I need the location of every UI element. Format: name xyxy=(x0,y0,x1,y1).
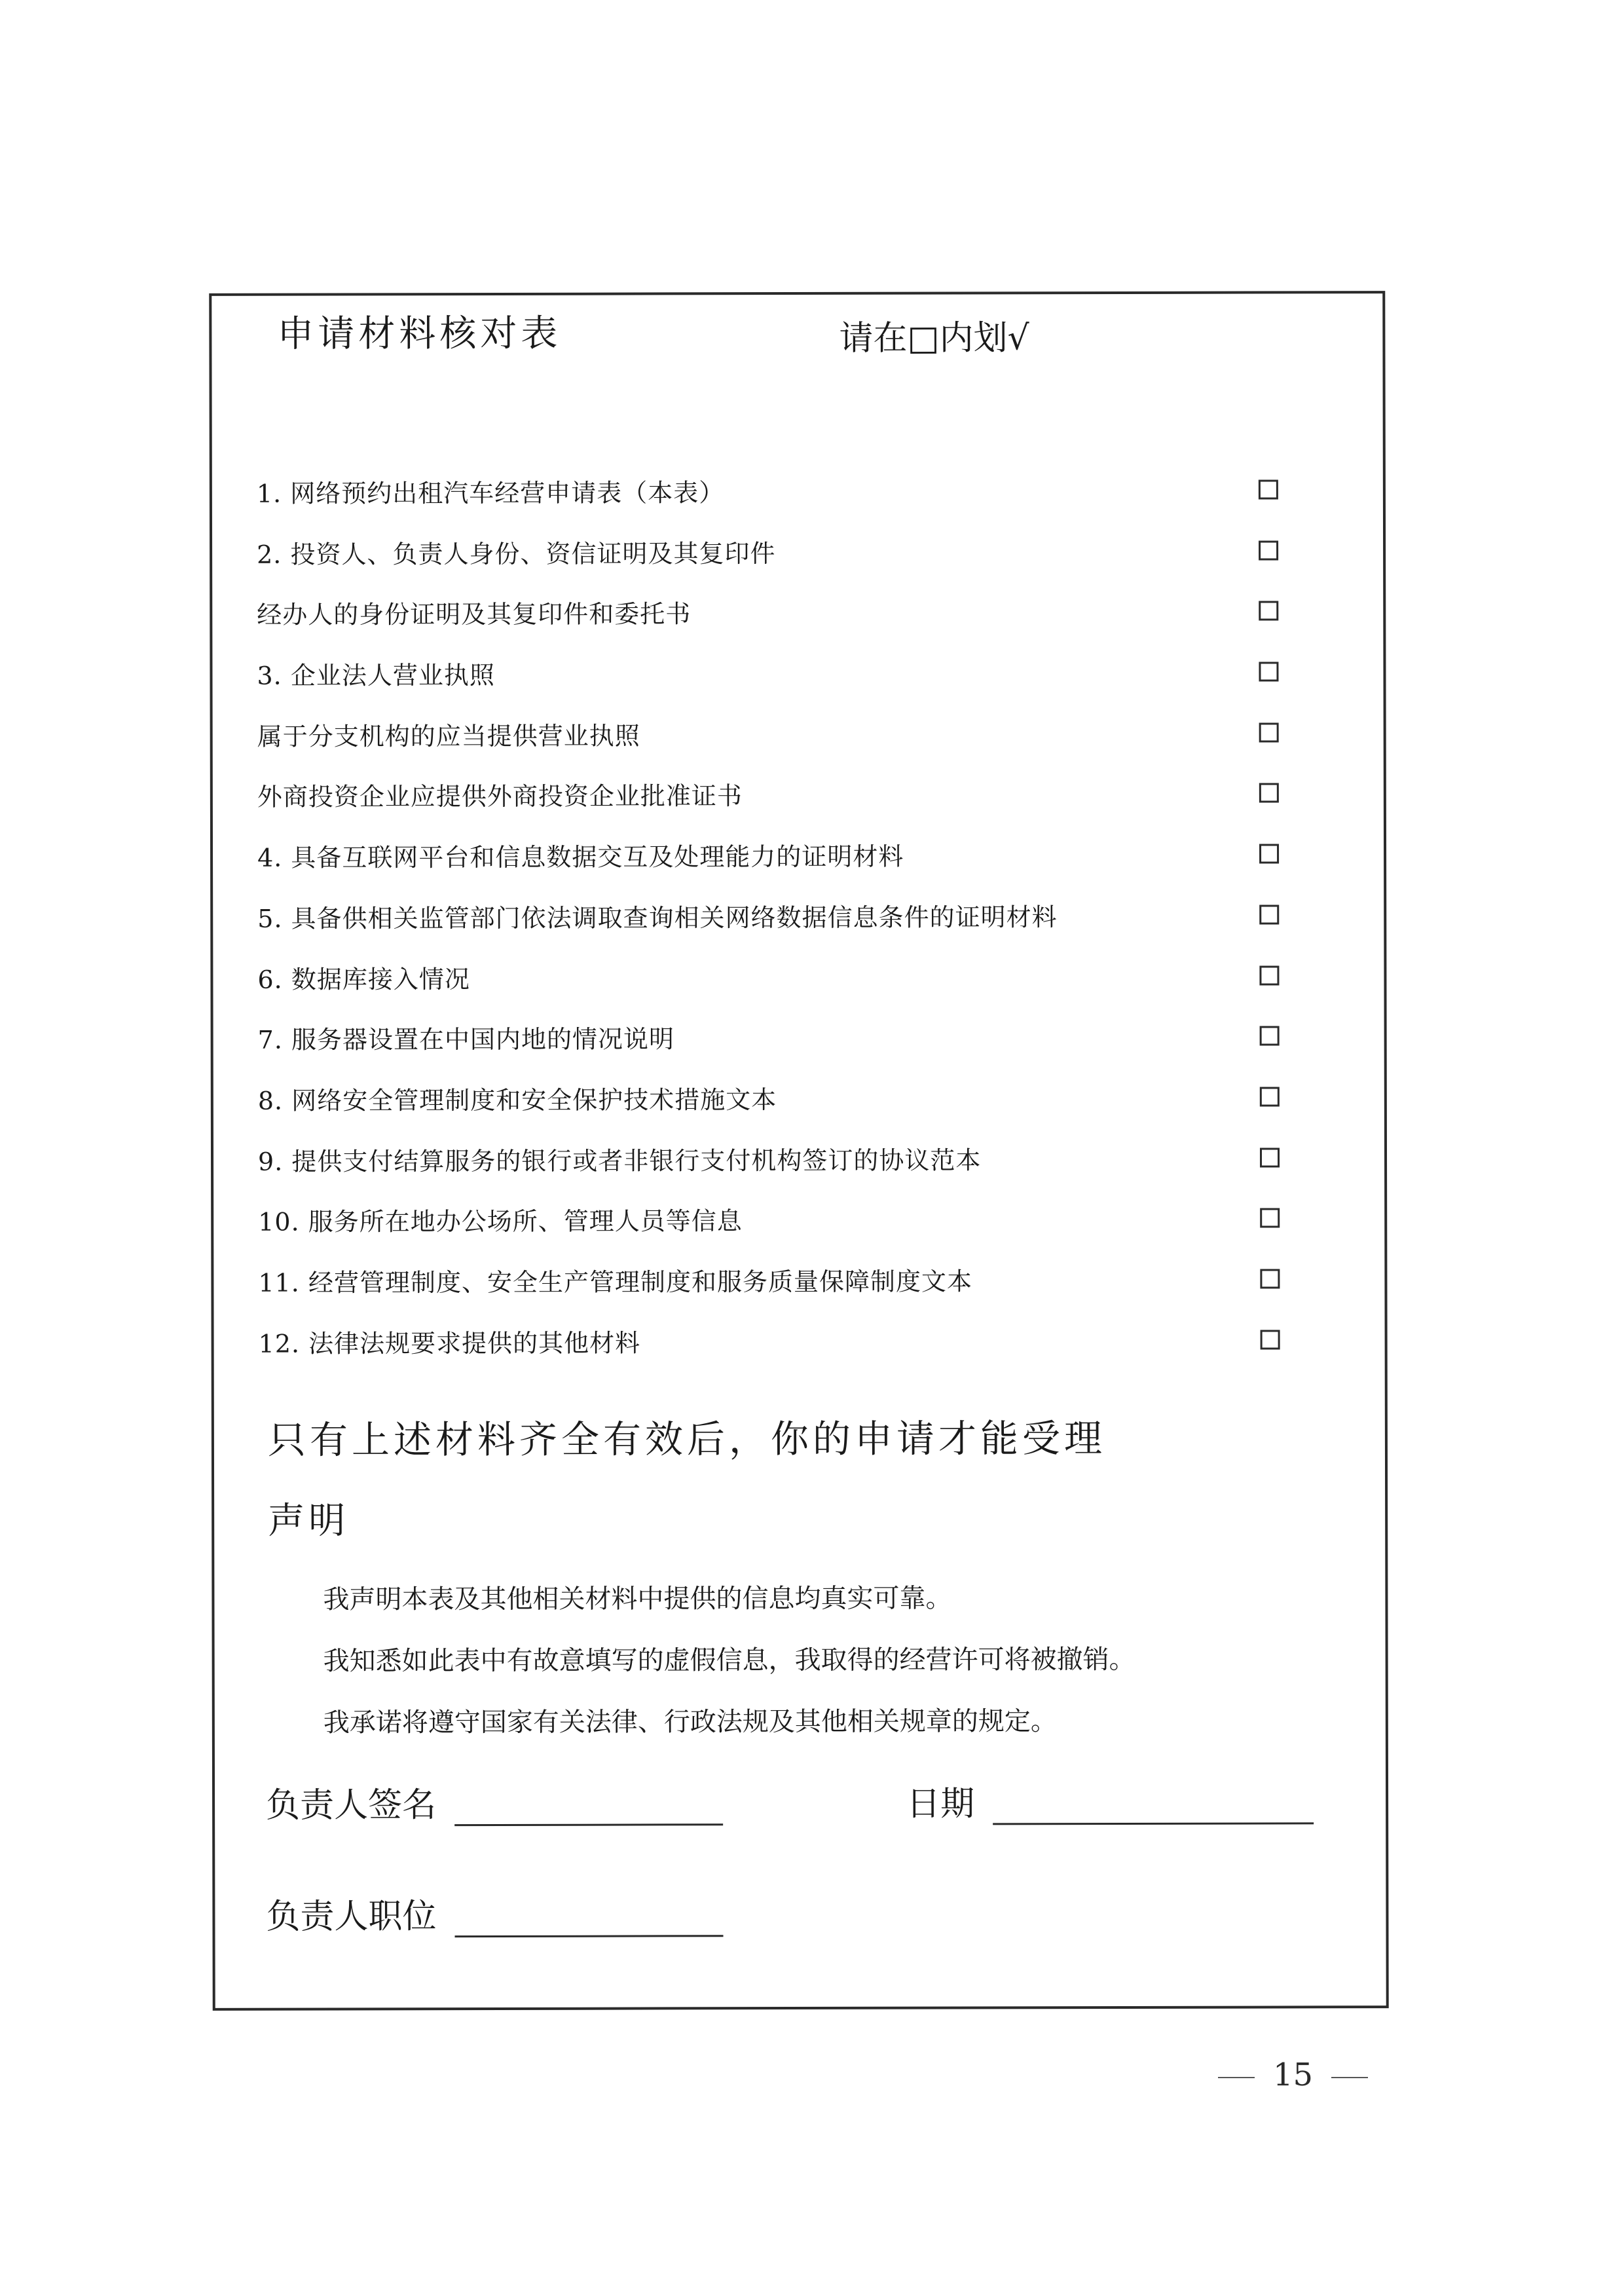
signer-label: 负责人签名 xyxy=(266,1785,437,1825)
checklist-item xyxy=(257,947,1357,1010)
checklist-item-label: 1. 网络预约出租汽车经营申请表（本表） xyxy=(256,478,725,508)
signer-signature-field[interactable] xyxy=(454,1791,723,1826)
checklist-item xyxy=(257,825,1357,888)
signer-row xyxy=(266,1776,723,1826)
declaration-line: 我知悉如此表中有故意填写的虚假信息，我取得的经营许可将被撤销。 xyxy=(323,1644,1135,1677)
checklist-checkbox[interactable] xyxy=(1260,1026,1280,1046)
checklist-checkbox[interactable] xyxy=(1260,1208,1280,1228)
date-row xyxy=(906,1775,1314,1825)
checklist-checkbox[interactable] xyxy=(1259,479,1278,499)
checklist-item-label: 11. 经营管理制度、安全生产管理制度和服务质量保障制度文本 xyxy=(258,1267,972,1297)
checklist-item xyxy=(257,704,1357,767)
checklist-item xyxy=(259,1311,1359,1374)
checklist-item-label: 经办人的身份证明及其复印件和委托书 xyxy=(257,599,692,630)
checklist-item xyxy=(258,1007,1358,1070)
materials-checklist xyxy=(257,461,1359,1374)
checklist-item-label: 3. 企业法人营业执照 xyxy=(257,661,495,690)
page-number-footer xyxy=(1200,2057,1386,2093)
checklist-item xyxy=(257,643,1357,706)
checklist-checkbox[interactable] xyxy=(1259,965,1279,985)
checklist-item xyxy=(257,886,1357,949)
checklist-item-label: 属于分支机构的应当提供营业执照 xyxy=(257,721,640,751)
checklist-checkbox[interactable] xyxy=(1259,844,1279,864)
checklist-checkbox[interactable] xyxy=(1259,540,1278,560)
form-title: 申请材料核对表 xyxy=(277,312,562,356)
checklist-item-label: 4. 具备互联网平台和信息数据交互及处理能力的证明材料 xyxy=(257,842,904,872)
checklist-item xyxy=(257,765,1357,828)
dash-right xyxy=(1331,2077,1368,2078)
checklist-checkbox[interactable] xyxy=(1260,1087,1280,1106)
date-field[interactable] xyxy=(993,1789,1314,1825)
checklist-checkbox[interactable] xyxy=(1260,1148,1280,1167)
checklist-checkbox[interactable] xyxy=(1259,905,1279,924)
dash-left xyxy=(1218,2077,1255,2078)
checklist-checkbox[interactable] xyxy=(1259,662,1278,682)
checklist-checkbox[interactable] xyxy=(1259,722,1279,742)
position-field[interactable] xyxy=(454,1902,723,1937)
checklist-checkbox[interactable] xyxy=(1259,601,1278,621)
checklist-item-label: 8. 网络安全管理制度和安全保护技术措施文本 xyxy=(257,1085,777,1115)
position-label: 负责人职位 xyxy=(266,1897,437,1937)
checklist-item xyxy=(257,522,1357,585)
completeness-notice: 只有上述材料齐全有效后，你的申请才能受理 xyxy=(267,1416,1107,1463)
declaration-line: 我承诺将遵守国家有关法律、行政法规及其他相关规章的规定。 xyxy=(323,1706,1057,1738)
checklist-item xyxy=(257,461,1357,524)
checklist-item-label: 6. 数据库接入情况 xyxy=(257,964,470,994)
checklist-checkbox[interactable] xyxy=(1259,783,1279,803)
date-label: 日期 xyxy=(906,1784,975,1824)
page-number: 15 xyxy=(1273,2057,1314,2093)
checklist-item xyxy=(258,1250,1358,1313)
declaration-line: 我声明本表及其他相关材料中提供的信息均真实可靠。 xyxy=(323,1583,952,1615)
checklist-item-label: 7. 服务器设置在中国内地的情况说明 xyxy=(257,1024,675,1054)
checklist-item xyxy=(258,1189,1358,1252)
declaration-text xyxy=(323,1567,1135,1754)
checklist-item-label: 5. 具备供相关监管部门依法调取查询相关网络数据信息条件的证明材料 xyxy=(257,902,1058,933)
declaration-heading: 声明 xyxy=(268,1499,350,1542)
checklist-item xyxy=(257,583,1357,646)
checklist-item-label: 外商投资企业应提供外商投资企业批准证书 xyxy=(257,781,743,812)
checklist-item-label: 12. 法律法规要求提供的其他材料 xyxy=(258,1328,641,1358)
checklist-item-label: 2. 投资人、负责人身份、资信证明及其复印件 xyxy=(257,538,776,569)
application-materials-checklist-form xyxy=(209,291,1388,2011)
checklist-checkbox[interactable] xyxy=(1261,1330,1280,1349)
checklist-item xyxy=(258,1129,1358,1192)
checklist-checkbox[interactable] xyxy=(1260,1269,1280,1288)
checklist-item-label: 10. 服务所在地办公场所、管理人员等信息 xyxy=(258,1206,743,1237)
checklist-item-label: 9. 提供支付结算服务的银行或者非银行支付机构签订的协议范本 xyxy=(257,1145,982,1176)
position-row xyxy=(266,1888,723,1937)
checkbox-instruction: 请在□内划√ xyxy=(839,318,1029,358)
checklist-item xyxy=(258,1068,1358,1131)
